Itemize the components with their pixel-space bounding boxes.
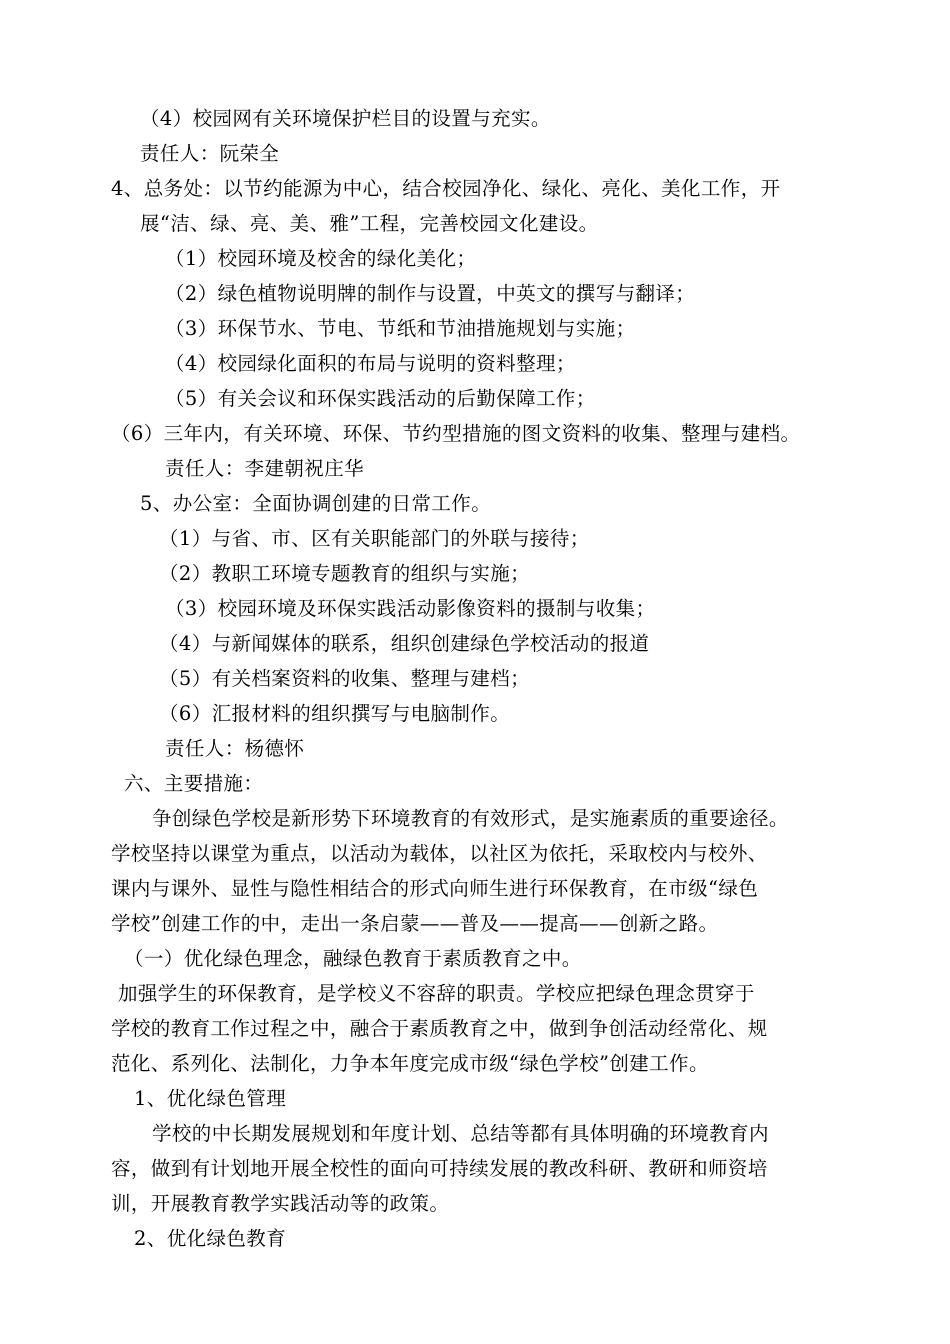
heading-main-measures: 六、主要措施： — [124, 772, 264, 795]
office-item-2: （2）教职工环境专题教育的组织与实施； — [159, 562, 531, 585]
office-item-5: （5）有关档案资料的收集、整理与建档； — [159, 667, 531, 690]
paragraph-1-line-2: 学校坚持以课堂为重点，以活动为载体，以社区为依托，采取校内与校外、 — [111, 842, 768, 865]
paragraph-3-line-1: 学校的中长期发展规划和年度计划、总结等都有具体明确的环境教育内 — [152, 1122, 769, 1145]
office-item-4: （4）与新闻媒体的联系，组织创建绿色学校活动的报道 — [159, 632, 650, 655]
section-general-affairs-cont: 展“洁、绿、亮、美、雅”工程，完善校园文化建设。 — [140, 212, 599, 235]
ga-item-5: （5）有关会议和环保实践活动的后勤保障工作； — [165, 387, 596, 410]
ga-item-2: （2）绿色植物说明牌的制作与设置，中英文的撰写与翻译； — [165, 282, 696, 305]
paragraph-3-line-3: 训，开展教育教学实践活动等的政策。 — [111, 1192, 450, 1215]
item-campus-website-env-column: （4）校园网有关环境保护栏目的设置与充实。 — [140, 107, 551, 130]
paragraph-2-line-1: 加强学生的环保教育，是学校义不容辞的职责。学校应把绿色理念贯穿于 — [118, 982, 755, 1005]
subheading-green-management: 1、优化绿色管理 — [134, 1087, 287, 1110]
paragraph-1-line-3: 课内与课外、显性与隐性相结合的形式向师生进行环保教育，在市级“绿色 — [111, 877, 759, 900]
paragraph-2-line-3: 范化、系列化、法制化，力争本年度完成市级“绿色学校”创建工作。 — [111, 1052, 709, 1075]
ga-item-1: （1）校园环境及校舍的绿化美化； — [165, 247, 477, 270]
office-item-6: （6）汇报材料的组织撰写与电脑制作。 — [159, 702, 511, 725]
subheading-green-education: 2、优化绿色教育 — [134, 1227, 287, 1250]
ga-item-4: （4）校园绿化面积的布局与说明的资料整理； — [165, 352, 576, 375]
office-item-1: （1）与省、市、区有关职能部门的外联与接待； — [159, 527, 590, 550]
paragraph-2-line-2: 学校的教育工作过程之中，融合于素质教育之中，做到争创活动经常化、规 — [111, 1017, 768, 1040]
ga-item-3: （3）环保节水、节电、节纸和节油措施规划与实施； — [165, 317, 636, 340]
ga-item-6: （6）三年内，有关环境、环保、节约型措施的图文资料的收集、整理与建档。 — [111, 422, 801, 445]
subheading-optimize-green-concept: （一）优化绿色理念，融绿色教育于素质教育之中。 — [124, 947, 582, 970]
responsible-person-yang: 责任人：杨德怀 — [165, 737, 305, 760]
section-office: 5、办公室：全面协调创建的日常工作。 — [140, 492, 492, 515]
office-item-3: （3）校园环境及环保实践活动影像资料的摄制与收集； — [165, 597, 656, 620]
section-general-affairs: 4、总务处：以节约能源为中心，结合校园净化、绿化、亮化、美化工作，开 — [111, 177, 781, 200]
responsible-person-li-zhu: 责任人：李建朝祝庄华 — [165, 457, 365, 480]
paragraph-3-line-2: 容，做到有计划地开展全校性的面向可持续发展的教改科研、教研和师资培 — [111, 1157, 768, 1180]
paragraph-1-line-1: 争创绿色学校是新形势下环境教育的有效形式，是实施素质的重要途径。 — [152, 807, 789, 830]
paragraph-1-line-4: 学校”创建工作的中，走出一条启蒙——普及——提高——创新之路。 — [111, 912, 719, 935]
responsible-person-ruan: 责任人：阮荣全 — [140, 142, 280, 165]
